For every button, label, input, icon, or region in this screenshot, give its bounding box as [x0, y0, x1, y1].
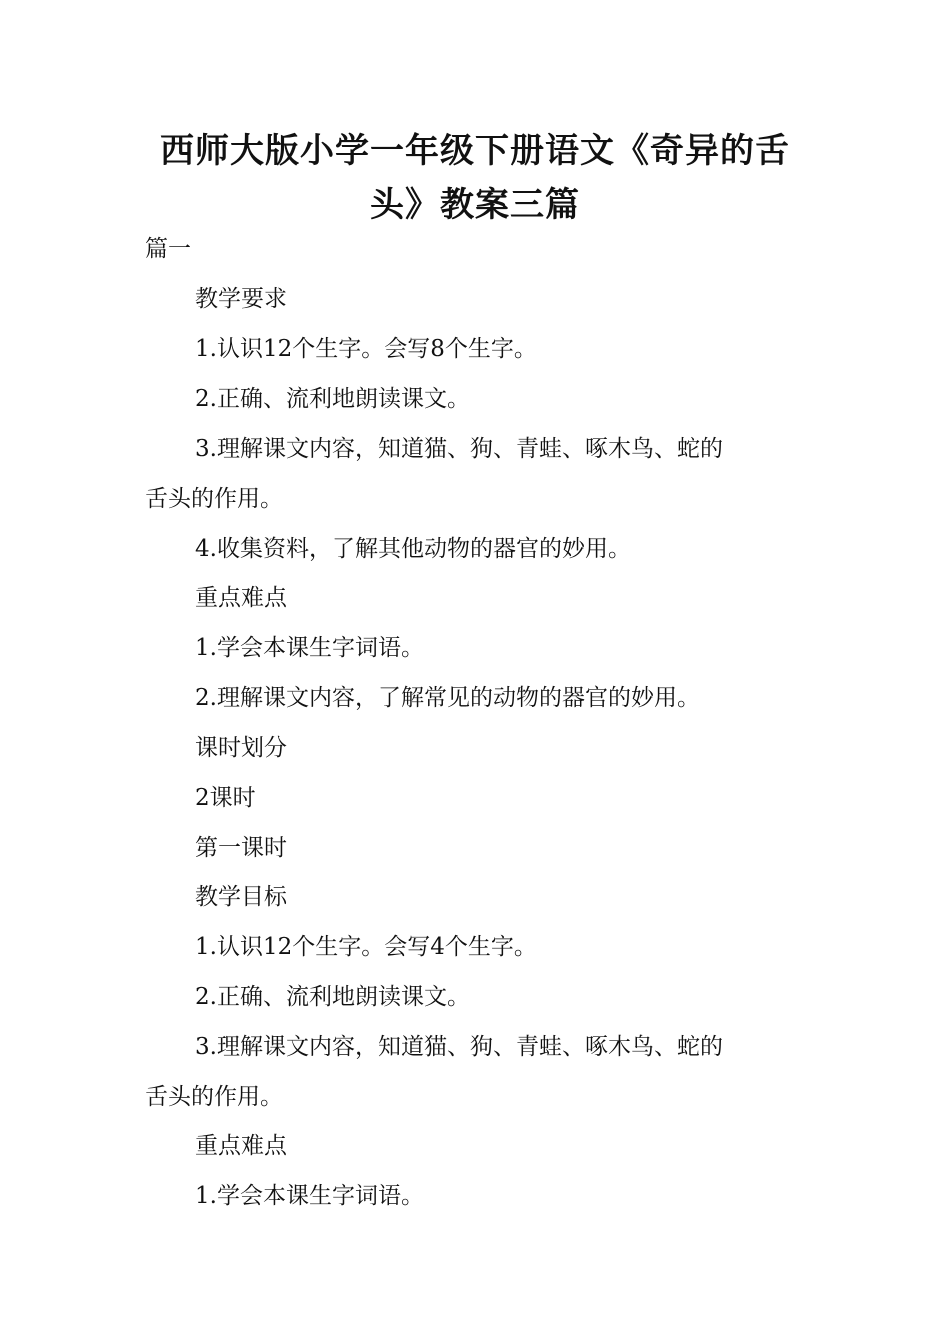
- heading-key-points: 重点难点: [195, 585, 287, 611]
- key-point-2: 2.理解课文内容，了解常见的动物的器官的妙用。: [195, 685, 700, 711]
- heading-teaching-requirements: 教学要求: [195, 286, 287, 312]
- title-line-1: 西师大版小学一年级下册语文《奇异的舌: [160, 131, 790, 171]
- heading-first-lesson: 第一课时: [195, 835, 287, 861]
- key-point-1: 1.学会本课生字词语。: [195, 635, 424, 661]
- requirement-3-line-1: 3.理解课文内容，知道猫、狗、青蛙、啄木鸟、蛇的: [195, 436, 723, 462]
- class-hours: 2课时: [195, 785, 256, 811]
- section-heading: 篇一: [145, 236, 191, 262]
- objective-3-line-1: 3.理解课文内容，知道猫、狗、青蛙、啄木鸟、蛇的: [195, 1034, 723, 1060]
- requirement-4: 4.收集资料，了解其他动物的器官的妙用。: [195, 536, 631, 562]
- objective-3-line-2: 舌头的作用。: [145, 1084, 283, 1110]
- key-point-2-1: 1.学会本课生字词语。: [195, 1183, 424, 1209]
- objective-2: 2.正确、流利地朗读课文。: [195, 984, 470, 1010]
- requirement-2: 2.正确、流利地朗读课文。: [195, 386, 470, 412]
- requirement-3-line-2: 舌头的作用。: [145, 486, 283, 512]
- heading-class-division: 课时划分: [195, 735, 287, 761]
- heading-key-points-2: 重点难点: [195, 1133, 287, 1159]
- document-title: [120, 124, 830, 232]
- heading-teaching-objectives: 教学目标: [195, 884, 287, 910]
- title-line-2: 头》教案三篇: [370, 185, 580, 225]
- requirement-1: 1.认识12个生字。会写8个生字。: [195, 336, 537, 362]
- objective-1: 1.认识12个生字。会写4个生字。: [195, 934, 537, 960]
